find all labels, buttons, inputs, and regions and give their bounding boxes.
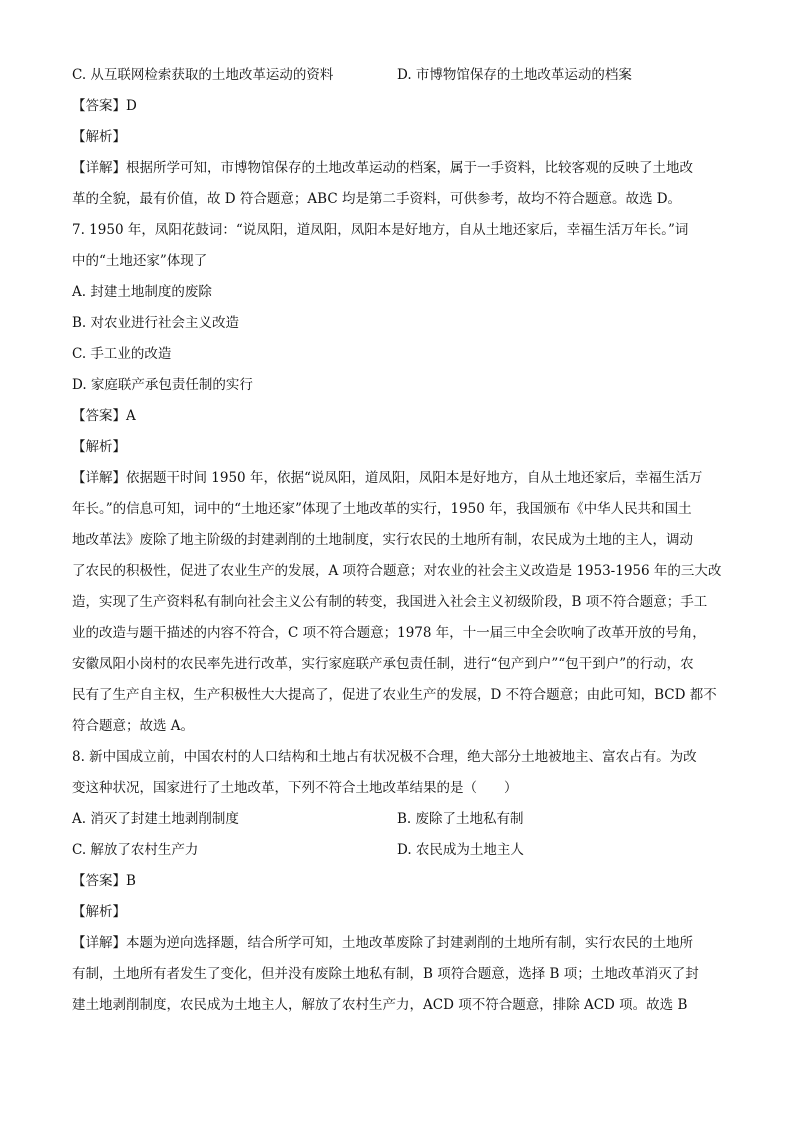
q7-detail-line: 地改革法》废除了地主阶级的封建剥削的土地制度，实行农民的土地所有制，农民成为土地的主人，调动 [72,532,693,548]
q8-detail [72,928,724,1021]
q8-answer: 【答案】B [72,873,136,889]
q8-options-ab [72,804,724,835]
q6-answer: 【答案】D [72,98,137,114]
q8-option-c: C. 解放了农村生产力 [72,842,199,858]
q7-detail [72,463,724,742]
q7-stem-line: 中的“土地还家”体现了 [72,253,208,269]
q7-detail-line: 造，实现了生产资料私有制向社会主义公有制的转变，我国进入社会主义初级阶段，B 项不符合题意；手工 [72,594,708,610]
q7-answer: 【答案】A [72,408,136,424]
q8-stem [72,742,724,804]
q6-analysis-label: 【解析】 [72,129,126,145]
q8-option-d: D. 农民成为土地主人 [397,842,524,858]
page-content [72,60,724,1021]
q8-option-a: A. 消灭了封建土地剥削制度 [72,811,239,827]
q6-option-d: D. 市博物馆保存的土地改革运动的档案 [397,67,632,83]
q8-stem-line: 8. 新中国成立前，中国农村的人口结构和土地占有状况极不合理，绝大部分土地被地主、富农占有。为改 [72,749,697,765]
q6-option-c: C. 从互联网检索获取的土地改革运动的资料 [72,67,334,83]
q7-detail-line: 【详解】依据题干时间 1950 年，依据“说凤阳，道凤阳，凤阳本是好地方，自从土地还家后，幸福生活万 [72,470,703,486]
q8-detail-line: 有制，土地所有者发生了变化，但并没有废除土地私有制，B 项符合题意，选择 B 项；土地改革消灭了封 [72,966,699,982]
q6-detail [72,153,724,215]
q7-option-b: B. 对农业进行社会主义改造 [72,315,240,331]
q8-options-cd [72,835,724,866]
q7-stem [72,215,724,277]
q6-options-cd [72,60,724,91]
q8-stem-line: 变这种状况，国家进行了土地改革，下列不符合土地改革结果的是（ ） [72,780,518,796]
q7-option-d: D. 家庭联产承包责任制的实行 [72,377,253,393]
q7-detail-line: 符合题意；故选 A。 [72,718,195,734]
q8-detail-line: 建土地剥削制度，农民成为土地主人，解放了农村生产力，ACD 项不符合题意，排除 ACD 项。故选 B [72,997,688,1013]
q7-detail-line: 安徽凤阳小岗村的农民率先进行改革，实行家庭联产承包责任制，进行“包产到户”“包干到户”的行动，农 [72,656,694,672]
q7-option-a: A. 封建土地制度的废除 [72,284,212,300]
q6-detail-line: 革的全貌，最有价值，故 D 符合题意；ABC 均是第二手资料，可供参考，故均不符合题意。故选 D。 [72,191,682,207]
q6-detail-line: 【详解】根据所学可知，市博物馆保存的土地改革运动的档案，属于一手资料，比较客观的反映了土地改 [72,160,693,176]
q7-detail-line: 业的改造与题干描述的内容不符合，C 项不符合题意；1978 年，十一届三中全会吹响了改革开放的号角， [72,625,706,641]
q7-detail-line: 年长。”的信息可知，词中的“土地还家”体现了土地改革的实行，1950 年，我国颁布《中华人民共和国土 [72,501,692,517]
q7-detail-line: 民有了生产自主权，生产积极性大大提高了，促进了农业生产的发展，D 不符合题意；由此可知，BCD 都不 [72,687,717,703]
q7-option-c: C. 手工业的改造 [72,346,172,362]
q7-stem-line: 7. 1950 年，凤阳花鼓词：“说凤阳，道凤阳，凤阳本是好地方，自从土地还家后，幸福生活万年长。”词 [72,222,689,238]
q7-analysis-label: 【解析】 [72,439,126,455]
q7-detail-line: 了农民的积极性，促进了农业生产的发展，A 项符合题意；对农业的社会主义改造是 1953-1956 年的三大改 [72,563,722,579]
q8-analysis-label: 【解析】 [72,904,126,920]
q8-detail-line: 【详解】本题为逆向选择题，结合所学可知，土地改革废除了封建剥削的土地所有制，实行农民的土地所 [72,935,693,951]
q8-option-b: B. 废除了土地私有制 [397,811,524,827]
